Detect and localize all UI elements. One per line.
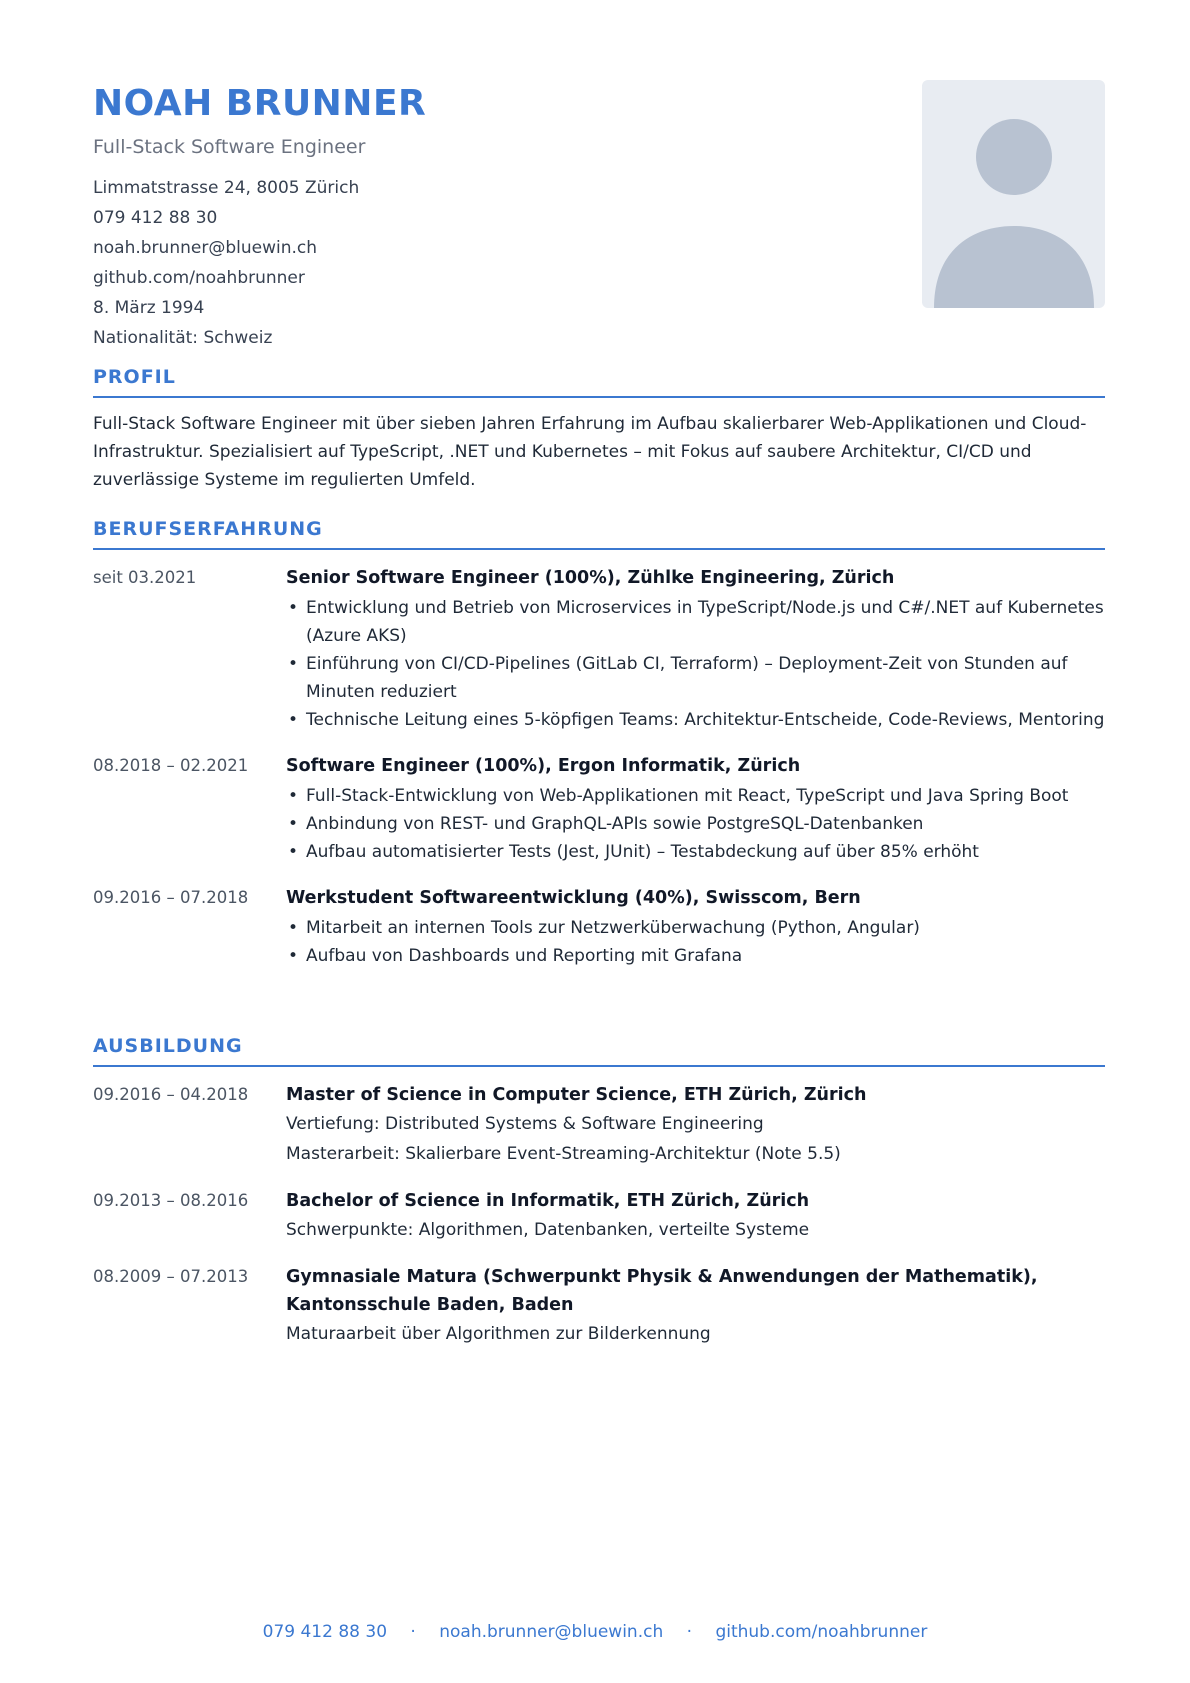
bullet-item: • Full-Stack-Entwicklung von Web-Applikationen mit React, TypeScript und Java Spring Boot [286,782,1105,810]
address: Limmatstrasse 24, 8005 Zürich [93,178,360,198]
section-title-berufserfahrung: BERUFSERFAHRUNG [93,514,1105,550]
entry-date: seit 03.2021 [93,568,197,587]
profile-text: Full-Stack Software Engineer mit über sieben Jahren Erfahrung im Aufbau skalierbarer Web-Applikationen und Cloud-Infrastruktur. Spezialisiert auf TypeScript, .NET und Kubernetes – mit Fokus auf saubere Architektur, CI/CD und zuverlässige Systeme im regulierten Umfeld. [93,414,1087,490]
footer-separator: · [410,1622,416,1642]
education-entry [93,1081,1105,1169]
avatar [922,80,1105,308]
entry-detail: Masterarbeit: Skalierbare Event-Streaming-Architektur (Note 5.5) [286,1144,841,1164]
bullet-item: • Mitarbeit an internen Tools zur Netzwerküberwachung (Python, Angular) [286,914,1105,942]
education-section [93,1031,1105,1349]
footer-github[interactable]: github.com/noahbrunner [715,1622,928,1642]
entry-date: 08.2009 – 07.2013 [93,1267,249,1286]
entry-bullets [286,914,1105,970]
header [93,0,1105,350]
profile-section [93,362,1105,494]
entry-detail: Maturaarbeit über Algorithmen zur Bilderkennung [286,1324,711,1344]
experience-entry [93,564,1105,734]
experience-section [93,514,1105,970]
experience-entry [93,884,1105,970]
bullet-item: • Anbindung von REST- und GraphQL-APIs sowie PostgreSQL-Datenbanken [286,810,1105,838]
bullet-item: • Technische Leitung eines 5-köpfigen Teams: Architektur-Entscheide, Code-Reviews, Mentoring [286,706,1105,734]
bullet-item: • Aufbau automatisierter Tests (Jest, JUnit) – Testabdeckung auf über 85% erhöht [286,838,1105,866]
footer [0,1622,1190,1642]
entry-title: Master of Science in Computer Science, ETH Zürich, Zürich [286,1085,867,1105]
avatar-placeholder-icon [922,80,1105,308]
entry-bullets [286,594,1105,734]
phone: 079 412 88 30 [93,208,218,228]
email: noah.brunner@bluewin.ch [93,238,317,258]
education-entry [93,1263,1105,1349]
entry-date: 09.2016 – 07.2018 [93,888,249,907]
github-link: github.com/noahbrunner [93,268,305,288]
footer-separator: · [686,1622,693,1642]
entry-date: 09.2013 – 08.2016 [93,1191,249,1210]
birth-date: 8. März 1994 [93,298,205,318]
contact-details [93,173,359,353]
nationality: Nationalität: Schweiz [93,328,273,348]
entry-title: Gymnasiale Matura (Schwerpunkt Physik & Anwendungen der Mathematik), Kantonsschule Baden, Baden [286,1267,1038,1315]
footer-phone: 079 412 88 30 [262,1622,388,1642]
entry-bullets [286,782,1105,866]
section-title-ausbildung: AUSBILDUNG [93,1031,1105,1067]
cv-page [93,0,1105,1344]
entry-date: 09.2016 – 04.2018 [93,1085,249,1104]
bullet-item: • Einführung von CI/CD-Pipelines (GitLab CI, Terraform) – Deployment-Zeit von Stunden auf Minuten reduziert [286,650,1105,706]
job-title: Full-Stack Software Engineer [93,136,366,158]
entry-date: 08.2018 – 02.2021 [93,756,249,775]
bullet-item: • Aufbau von Dashboards und Reporting mit Grafana [286,942,1105,970]
entry-detail: Vertiefung: Distributed Systems & Software Engineering [286,1114,764,1134]
entry-title: Senior Software Engineer (100%), Zühlke Engineering, Zürich [286,568,895,588]
entry-title: Bachelor of Science in Informatik, ETH Zürich, Zürich [286,1191,810,1211]
entry-title: Software Engineer (100%), Ergon Informatik, Zürich [286,756,801,776]
entry-title: Werkstudent Softwareentwicklung (40%), Swisscom, Bern [286,888,861,908]
person-name: NOAH BRUNNER [93,83,427,124]
bullet-item: • Entwicklung und Betrieb von Microservices in TypeScript/Node.js und C#/.NET auf Kubernetes (Azure AKS) [286,594,1105,650]
experience-entry [93,752,1105,866]
entry-detail: Schwerpunkte: Algorithmen, Datenbanken, verteilte Systeme [286,1220,810,1240]
education-entry [93,1187,1105,1245]
footer-email[interactable]: noah.brunner@bluewin.ch [439,1622,664,1642]
section-title-profil: PROFIL [93,362,1105,398]
